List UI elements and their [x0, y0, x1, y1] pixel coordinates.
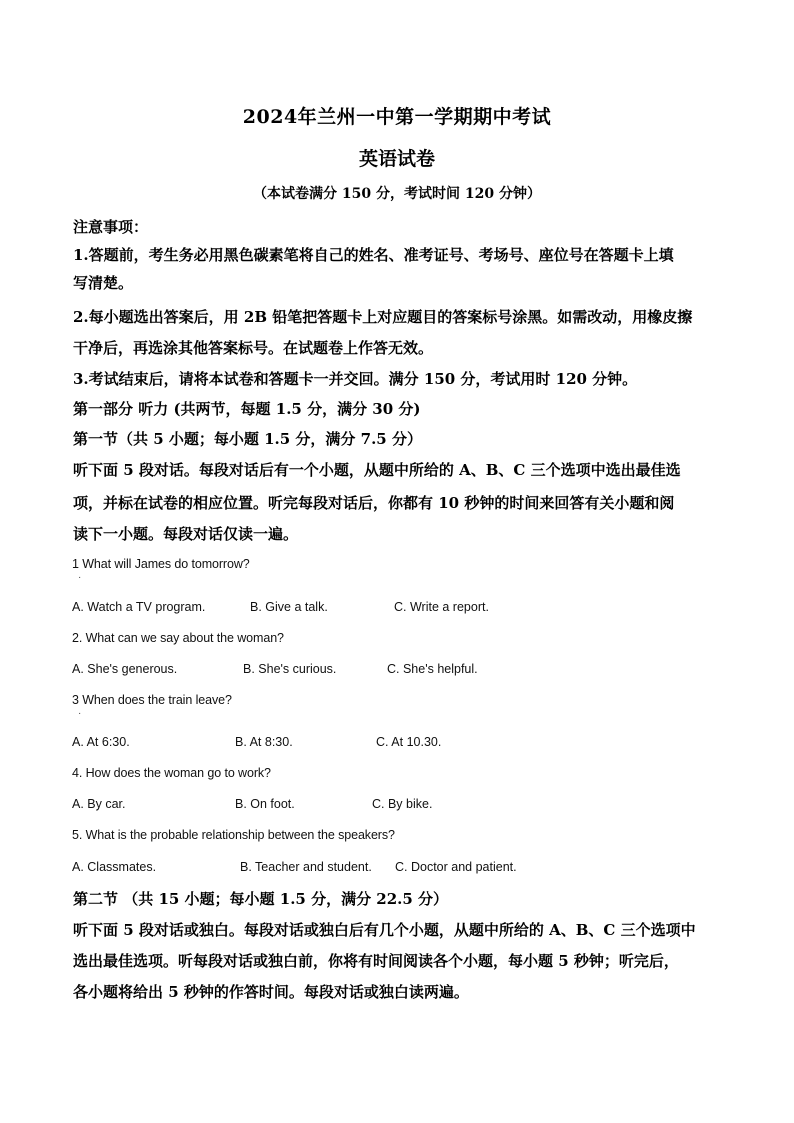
section-2-intro-line-3: 各小题将给出 5 秒钟的作答时间。每段对话或独白读两遍。 [73, 983, 469, 1001]
question-4-option-a: A. By car. [72, 797, 126, 811]
question-1-option-c: C. Write a report. [394, 600, 489, 614]
question-4-option-c: C. By bike. [372, 797, 433, 811]
section-1-intro-line-2: 项，并标在试卷的相应位置。听完每段对话后，你都有 10 秒钟的时间来回答有关小题和阅 [73, 494, 675, 512]
section-2-intro-line-2: 选出最佳选项。听每段对话或独白前，你将有时间阅读各个小题，每小题 5 秒钟；听完后， [73, 952, 679, 970]
question-2-stem: 2. What can we say about the woman? [72, 631, 284, 645]
section-2-intro-line-1: 听下面 5 段对话或独白。每段对话或独白后有几个小题，从题中所给的 A、B、C 三个选项中 [73, 921, 696, 939]
question-1-option-a: A. Watch a TV program. [72, 600, 206, 614]
question-3-option-a: A. At 6:30. [72, 735, 130, 749]
question-2-option-c: C. She's helpful. [387, 662, 478, 676]
question-1-stem: 1 What will James do tomorrow? [72, 557, 250, 571]
question-4-stem: 4. How does the woman go to work? [72, 766, 271, 780]
instruction-1-line-1: 1.答题前，考生务必用黑色碳素笔将自己的姓名、准考证号、考场号、座位号在答题卡上填 [73, 246, 674, 264]
instruction-2-line-2: 干净后，再选涂其他答案标号。在试题卷上作答无效。 [73, 339, 434, 357]
section-1-intro-line-1: 听下面 5 段对话。每段对话后有一个小题，从题中所给的 A、B、C 三个选项中选出最佳选 [73, 461, 681, 479]
instruction-2-line-1: 2.每小题选出答案后，用 2B 铅笔把答题卡上对应题目的答案标号涂黑。如需改动，用橡皮擦 [73, 308, 693, 326]
question-5-option-b: B. Teacher and student. [240, 860, 372, 874]
question-3-option-c: C. At 10.30. [376, 735, 442, 749]
instruction-1-line-2: 写清楚。 [73, 274, 134, 292]
question-5-stem: 5. What is the probable relationship between the speakers? [72, 828, 395, 842]
exam-note: （本试卷满分 150 分，考试时间 120 分钟） [253, 186, 541, 202]
question-5-option-a: A. Classmates. [72, 860, 157, 874]
question-2-option-a: A. She's generous. [72, 662, 178, 676]
instructions-heading: 注意事项： [73, 218, 149, 236]
page-subtitle: 英语试卷 [358, 148, 435, 170]
section-2-heading: 第二节 （共 15 小题；每小题 1.5 分，满分 22.5 分） [73, 890, 449, 908]
question-5-option-c: C. Doctor and patient. [395, 860, 517, 874]
section-1-intro-line-3: 读下一小题。每段对话仅读一遍。 [73, 525, 299, 543]
stray-mark: · [78, 572, 82, 583]
question-4-option-b: B. On foot. [235, 797, 295, 811]
question-3-stem: 3 When does the train leave? [72, 693, 232, 707]
question-3-option-b: B. At 8:30. [235, 735, 293, 749]
question-2-option-b: B. She's curious. [243, 662, 337, 676]
question-1-option-b: B. Give a talk. [250, 600, 328, 614]
instruction-3: 3.考试结束后，请将本试卷和答题卡一并交回。满分 150 分，考试用时 120 分钟。 [73, 370, 638, 388]
stray-mark: · [78, 708, 82, 719]
page-title: 2024年兰州一中第一学期期中考试 [242, 106, 552, 128]
section-1-heading: 第一节（共 5 小题；每小题 1.5 分，满分 7.5 分） [73, 430, 422, 448]
part-1-heading: 第一部分 听力 (共两节，每题 1.5 分，满分 30 分) [73, 400, 421, 418]
